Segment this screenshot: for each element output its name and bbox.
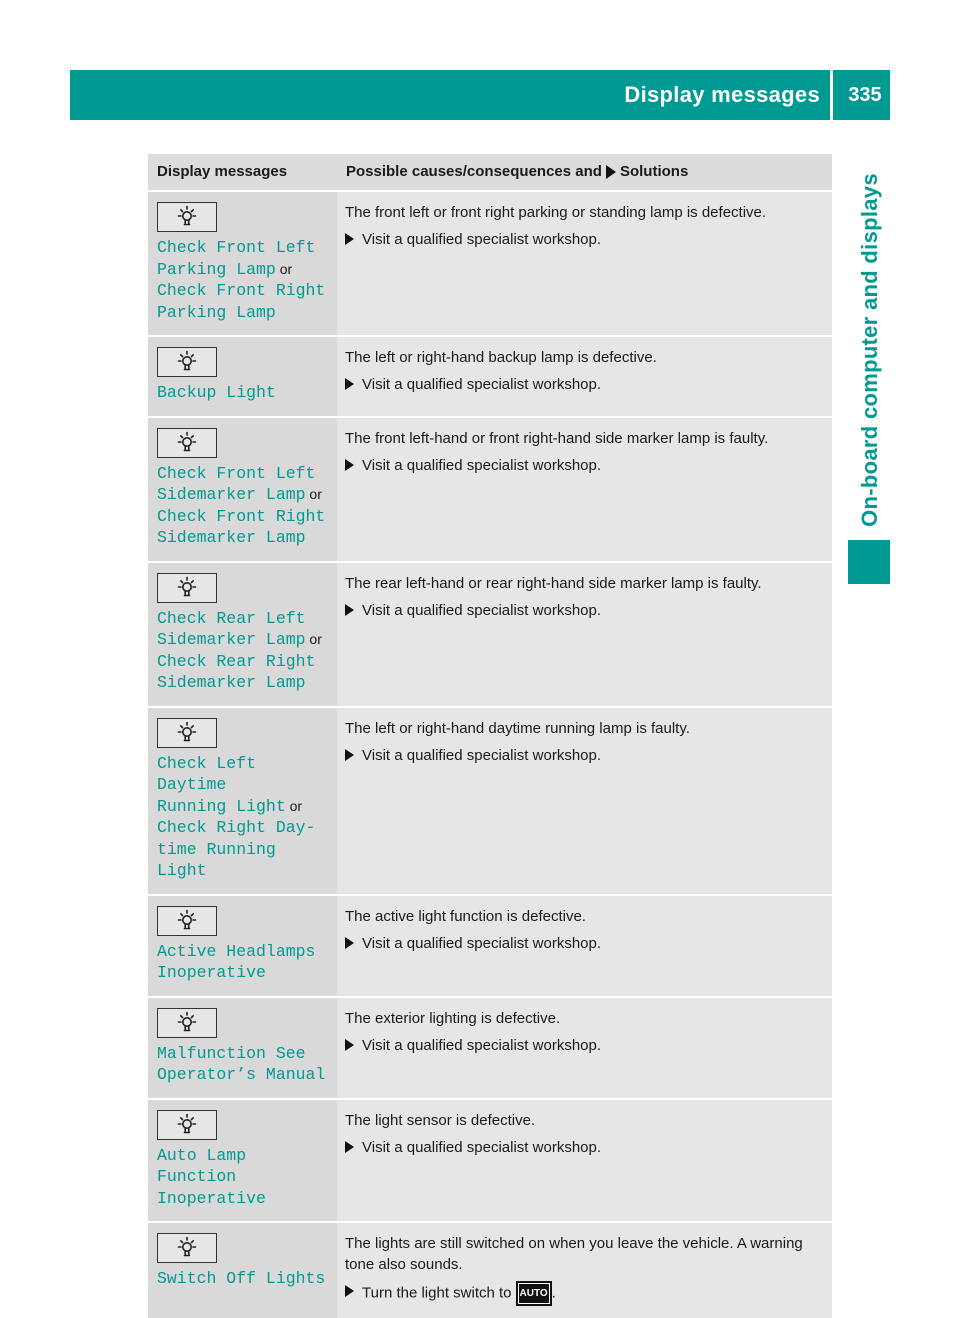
- cause-solution-cell: [337, 561, 832, 706]
- table-row: [148, 894, 832, 996]
- display-message-line: Check Front Left: [157, 238, 316, 257]
- display-message-line: Inoperative: [157, 963, 266, 982]
- display-message-line: Sidemarker Lamp: [157, 630, 306, 649]
- or-separator: or: [305, 631, 322, 647]
- cause-solution-cell: [337, 416, 832, 561]
- table-header-row: [148, 154, 832, 190]
- display-message-line: Sidemarker Lamp: [157, 528, 306, 547]
- display-message-line: Check Front Left: [157, 463, 316, 483]
- display-message-line: Running Light: [157, 796, 286, 816]
- col-header-causes: [337, 154, 832, 190]
- step-arrow-icon: [345, 604, 354, 616]
- display-message-line: Check Rear Right: [157, 651, 316, 671]
- cause-solution-cell: [337, 894, 832, 996]
- light-bulb-icon: [157, 573, 217, 603]
- col-header-causes-text: Possible causes/consequences and: [346, 163, 602, 180]
- light-bulb-icon: [157, 718, 217, 748]
- cause-text: The front left-hand or front right-hand side marker lamp is faulty.: [345, 429, 769, 447]
- display-message-line: Sidemarker Lamp: [157, 673, 306, 692]
- solution-text: Visit a qualified specialist workshop.: [362, 376, 602, 393]
- solution-step: [345, 229, 826, 250]
- display-message-cell: [148, 996, 337, 1098]
- display-message-line: Backup Light: [157, 383, 276, 402]
- display-message-text: [157, 608, 329, 694]
- solution-text: Turn the light switch to: [362, 1284, 512, 1302]
- step-arrow-icon: [345, 1141, 354, 1153]
- cause-text: The rear left-hand or rear right-hand side marker lamp is faulty.: [345, 574, 762, 592]
- page-number: 335: [848, 84, 882, 106]
- cause-text: The active light function is defective.: [345, 907, 586, 925]
- display-message-line: Check Right Day‐: [157, 818, 316, 837]
- light-bulb-icon: [157, 347, 217, 377]
- display-message-cell: [148, 1098, 337, 1222]
- step-arrow-icon: [345, 378, 354, 390]
- or-separator: or: [305, 486, 322, 502]
- table-row: [148, 1221, 832, 1318]
- light-bulb-icon: [157, 1008, 217, 1038]
- table-row: [148, 706, 832, 894]
- step-arrow-icon: [345, 749, 354, 761]
- table-row: [148, 335, 832, 416]
- display-messages-table: [148, 154, 832, 1318]
- cause-text: The left or right-hand daytime running lamp is faulty.: [345, 719, 690, 737]
- display-message-cell: [148, 561, 337, 706]
- solution-step: [345, 933, 826, 954]
- header-divider: [830, 70, 833, 120]
- solution-step: [345, 745, 826, 766]
- cause-text: The left or right-hand backup lamp is defective.: [345, 349, 657, 366]
- solution-text: Visit a qualified specialist workshop.: [362, 1138, 602, 1156]
- display-message-cell: [148, 706, 337, 894]
- side-tab-label: On-board computer and displays: [857, 173, 882, 527]
- display-message-line: Check Left Daytime: [157, 753, 257, 794]
- page-header-bar: [70, 70, 890, 120]
- step-arrow-icon: [345, 937, 354, 949]
- display-message-line: Operator’s Manual: [157, 1065, 326, 1084]
- cause-text: The front left or front right parking or standing lamp is defective.: [345, 204, 767, 221]
- cause-solution-cell: [337, 1098, 832, 1222]
- display-message-line: Parking Lamp: [157, 302, 276, 322]
- display-message-line: Auto Lamp Function: [157, 1145, 247, 1186]
- display-message-line: Switch Off Lights: [157, 1269, 326, 1288]
- cause-solution-cell: [337, 996, 832, 1098]
- display-message-line: Sidemarker Lamp: [157, 485, 306, 504]
- display-message-line: Check Front Right: [157, 506, 326, 526]
- display-message-text: [157, 1268, 329, 1290]
- display-message-text: [157, 941, 329, 984]
- col-header-solutions-text: Solutions: [619, 163, 689, 180]
- col-header-display-messages: Display messages: [148, 154, 337, 190]
- step-arrow-icon: [345, 1285, 354, 1297]
- display-message-text: [157, 1043, 329, 1086]
- solution-step: [345, 600, 826, 621]
- section-title: Display messages: [624, 82, 820, 107]
- solution-step: [345, 1281, 826, 1306]
- or-separator: or: [275, 260, 293, 277]
- solution-step: [345, 455, 826, 476]
- solution-text: Visit a qualified specialist workshop.: [362, 456, 602, 474]
- or-separator: or: [285, 797, 303, 814]
- solution-step: [345, 374, 826, 395]
- display-message-text: [157, 753, 329, 882]
- cause-solution-cell: [337, 190, 832, 335]
- side-tab-marker: [848, 540, 890, 584]
- table-row: [148, 561, 832, 706]
- table-row: [148, 1098, 832, 1222]
- display-message-line: time Running Light: [157, 839, 276, 880]
- display-message-cell: [148, 416, 337, 561]
- table-row: [148, 190, 832, 335]
- display-message-text: [157, 463, 329, 549]
- solution-text: Visit a qualified specialist workshop.: [362, 934, 602, 952]
- display-message-line: Inoperative: [157, 1188, 266, 1208]
- cause-text: The exterior lighting is defective.: [345, 1009, 561, 1027]
- solution-text: Visit a qualified specialist workshop.: [362, 1036, 602, 1054]
- light-bulb-icon: [157, 428, 217, 458]
- display-message-line: Malfunction See: [157, 1043, 306, 1063]
- display-message-text: [157, 1145, 329, 1210]
- step-arrow-icon: [345, 459, 354, 471]
- solution-arrow-icon: [606, 165, 616, 179]
- table-row: [148, 416, 832, 561]
- display-message-text: [157, 237, 329, 323]
- cause-solution-cell: [337, 706, 832, 894]
- step-arrow-icon: [345, 1039, 354, 1051]
- light-bulb-icon: [157, 202, 217, 232]
- display-message-line: Parking Lamp: [157, 259, 276, 279]
- solution-text: Visit a qualified specialist workshop.: [362, 601, 602, 619]
- solution-step: [345, 1035, 826, 1056]
- light-bulb-icon: [157, 1110, 217, 1140]
- auto-switch-icon: AUTO: [516, 1281, 552, 1306]
- cause-text: The lights are still switched on when you leave the vehicle. A warning tone also sounds.: [345, 1235, 803, 1273]
- solution-text: Visit a qualified specialist workshop.: [362, 746, 602, 764]
- light-bulb-icon: [157, 1233, 217, 1263]
- cause-solution-cell: [337, 1221, 832, 1318]
- solution-step: [345, 1137, 826, 1158]
- display-message-cell: [148, 894, 337, 996]
- display-message-line: Check Front Right: [157, 281, 326, 300]
- step-arrow-icon: [345, 233, 354, 245]
- solution-suffix: .: [551, 1284, 556, 1302]
- solution-text: Visit a qualified specialist workshop.: [362, 231, 602, 248]
- display-message-line: Check Rear Left: [157, 608, 306, 628]
- light-bulb-icon: [157, 906, 217, 936]
- display-message-cell: [148, 190, 337, 335]
- display-message-cell: [148, 1221, 337, 1318]
- display-message-cell: [148, 335, 337, 416]
- cause-text: The light sensor is defective.: [345, 1111, 536, 1129]
- table-row: [148, 996, 832, 1098]
- side-tab: [848, 170, 892, 530]
- display-message-text: [157, 382, 329, 404]
- display-message-line: Active Headlamps: [157, 941, 316, 961]
- cause-solution-cell: [337, 335, 832, 416]
